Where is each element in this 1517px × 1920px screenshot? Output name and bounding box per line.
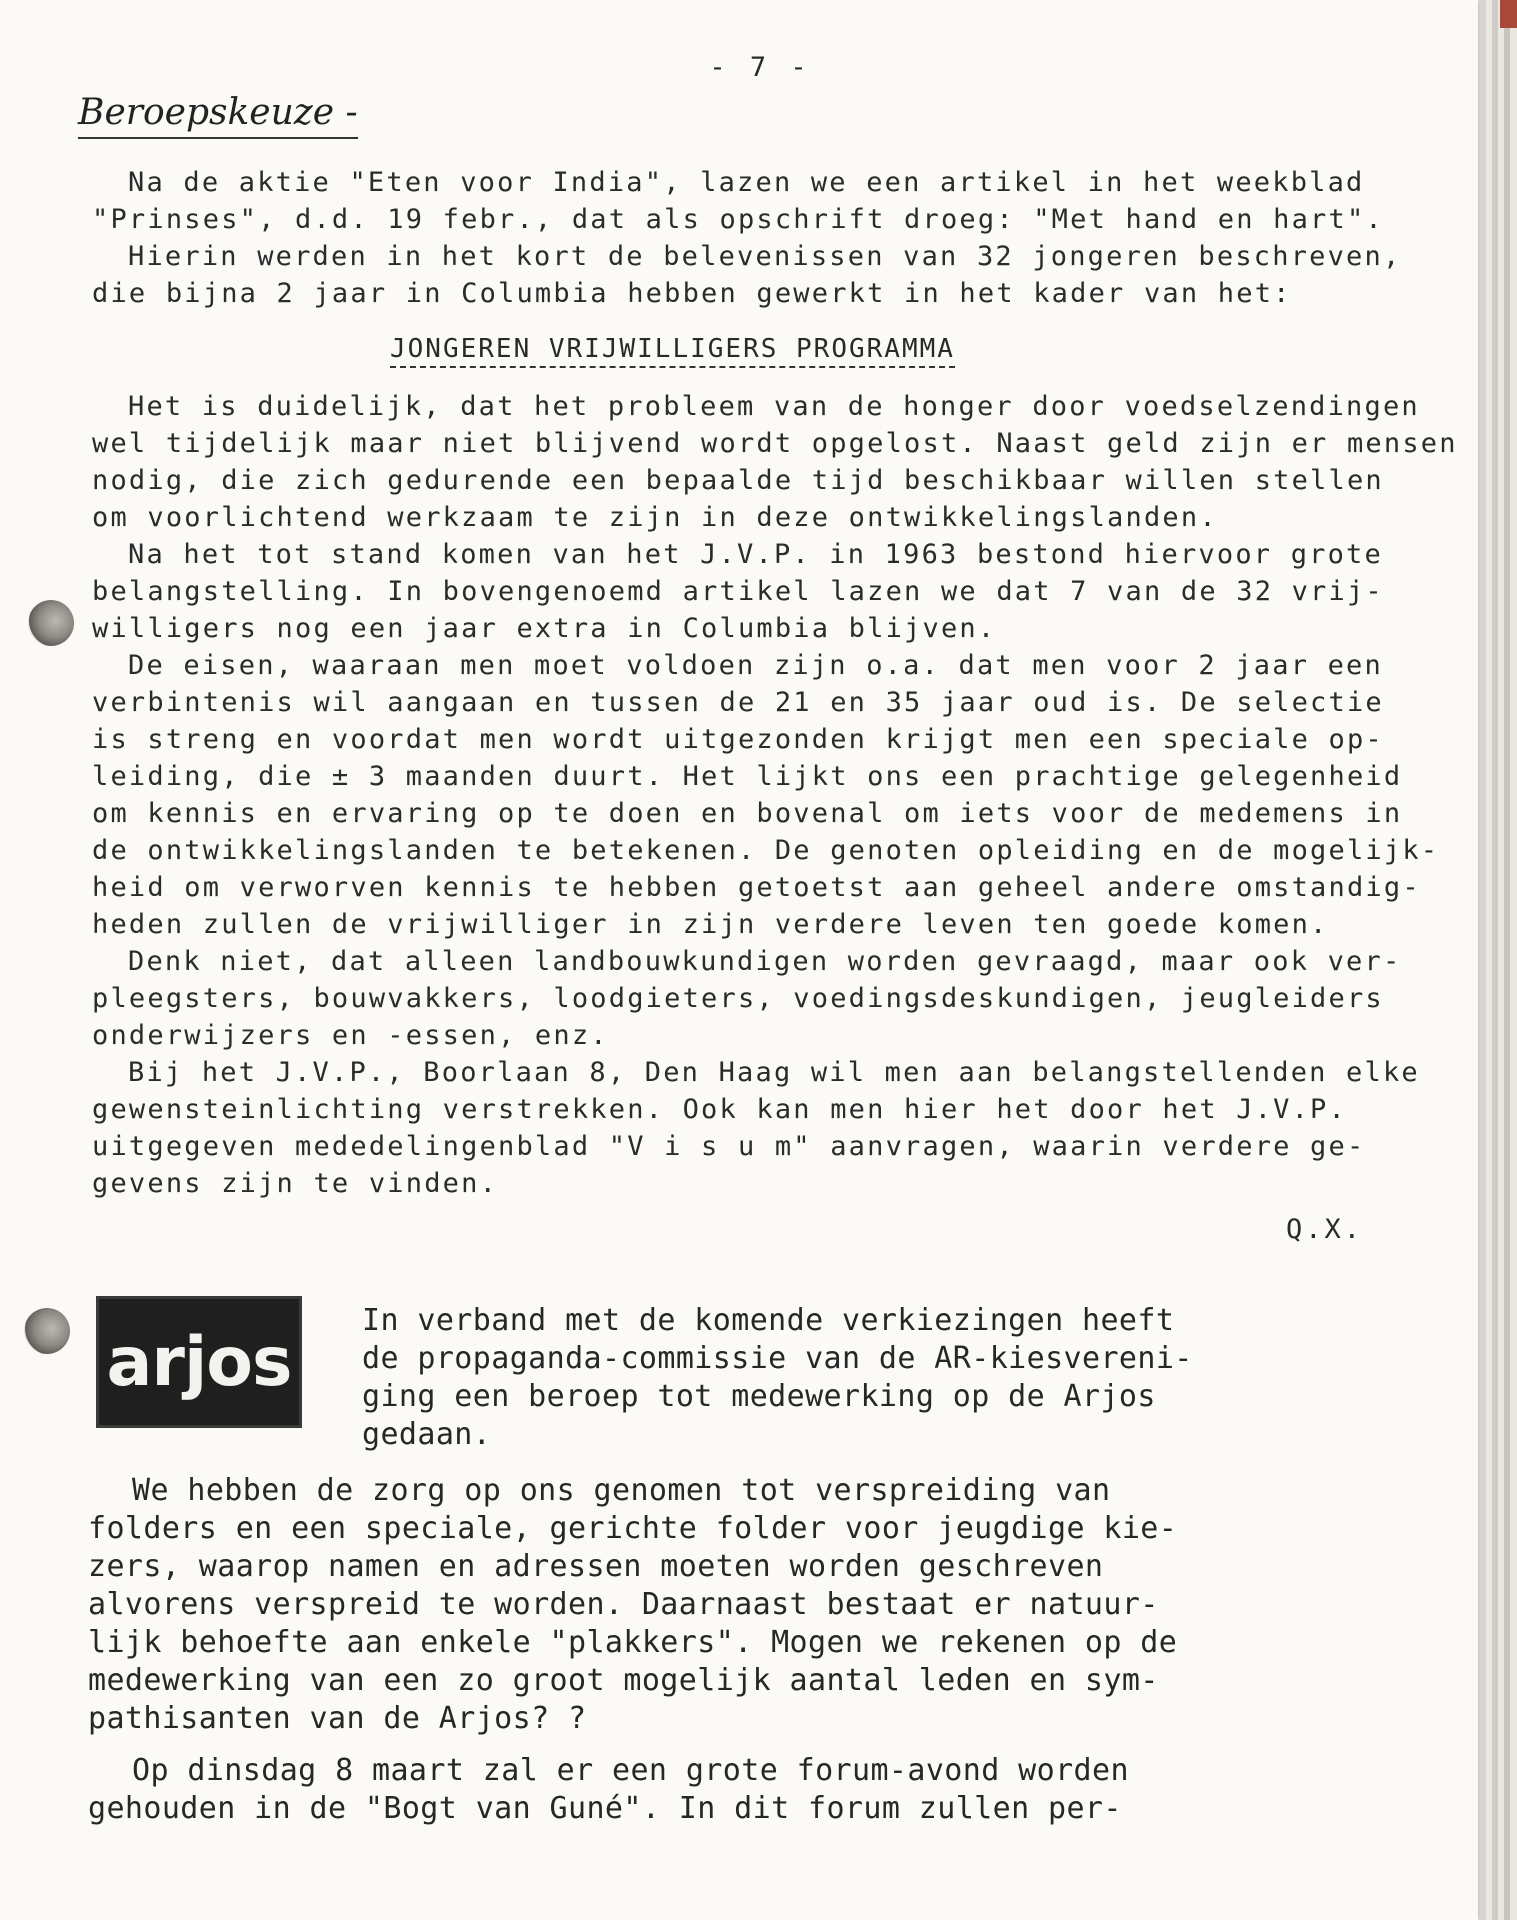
binder-tab <box>1500 0 1517 28</box>
body-line: heid om verworven kennis te hebben getoetst aan geheel andere omstandig- <box>92 872 1421 903</box>
intro-line: die bijna 2 jaar in Columbia hebben gewerkt in het kader van het: <box>92 278 1292 309</box>
arjos-intro-line: In verband met de komende verkiezingen heeft <box>362 1303 1175 1338</box>
body-line: Na het tot stand komen van het J.V.P. in 1963 bestond hiervoor grote <box>128 539 1383 570</box>
page-stack-edge <box>1480 0 1486 1920</box>
arjos-body-line: medewerking van een zo groot mogelijk aantal leden en sym- <box>88 1663 1159 1698</box>
forum-line: Op dinsdag 8 maart zal er een grote forum-avond worden <box>132 1753 1129 1788</box>
section-heading <box>78 92 358 133</box>
body-line: Denk niet, dat alleen landbouwkundigen worden gevraagd, maar ook ver- <box>128 946 1402 977</box>
body-line: de ontwikkelingslanden te betekenen. De genoten opleiding en de mogelijk- <box>92 835 1440 866</box>
page-number: - 7 - <box>709 52 811 83</box>
body-line: heden zullen de vrijwilliger in zijn verdere leven ten goede komen. <box>92 909 1329 940</box>
body-line: verbintenis wil aangaan en tussen de 21 en 35 jaar oud is. De selectie <box>92 687 1384 718</box>
body-line: gevens zijn te vinden. <box>92 1168 499 1199</box>
arjos-intro-line: de propaganda-commissie van de AR-kiesvereni- <box>362 1341 1193 1376</box>
arjos-body-line: alvorens verspreid te worden. Daarnaast bestaat er natuur- <box>88 1587 1159 1622</box>
page-stack-edge <box>1492 0 1498 1920</box>
arjos-body-line: folders en een speciale, gerichte folder voor jeugdige kie- <box>88 1511 1178 1546</box>
arjos-intro-line: gedaan. <box>362 1417 492 1452</box>
body-line: is streng en voordat men wordt uitgezonden krijgt men een speciale op- <box>92 724 1384 755</box>
arjos-logo-text: arjos <box>106 1322 292 1402</box>
body-line: uitgegeven mededelingenblad "V i s u m" aanvragen, waarin verdere ge- <box>92 1131 1366 1162</box>
body-line: De eisen, waaraan men moet voldoen zijn o.a. dat men voor 2 jaar een <box>128 650 1383 681</box>
intro-line: "Prinses", d.d. 19 febr., dat als opschrift droeg: "Met hand en hart". <box>92 204 1384 235</box>
body-line: pleegsters, bouwvakkers, loodgieters, voedingsdeskundigen, jeugleiders <box>92 983 1384 1014</box>
arjos-logo <box>96 1296 302 1428</box>
author-initials: Q.X. <box>1286 1214 1364 1245</box>
body-line: onderwijzers en -essen, enz. <box>92 1020 609 1051</box>
body-line: Het is duidelijk, dat het probleem van de honger door voedselzendingen <box>128 391 1420 422</box>
intro-line: Na de aktie "Eten voor India", lazen we een artikel in het weekblad <box>128 167 1365 198</box>
body-line: willigers nog een jaar extra in Columbia blijven. <box>92 613 997 644</box>
arjos-intro-line: ging een beroep tot medewerking op de Arjos <box>362 1379 1156 1414</box>
body-line: wel tijdelijk maar niet blijvend wordt opgelost. Naast geld zijn er mensen <box>92 428 1458 459</box>
body-line: belangstelling. In bovengenoemd artikel lazen we dat 7 van de 32 vrij- <box>92 576 1384 607</box>
punch-hole <box>28 600 74 646</box>
body-line: om voorlichtend werkzaam te zijn in deze ontwikkelingslanden. <box>92 502 1218 533</box>
section-heading-text: Beroepskeuze - <box>78 92 358 139</box>
body-line: Bij het J.V.P., Boorlaan 8, Den Haag wil men aan belangstellenden elke <box>128 1057 1420 1088</box>
page-stack-edge <box>1504 0 1510 1920</box>
body-line: gewensteinlichting verstrekken. Ook kan men hier het door het J.V.P. <box>92 1094 1347 1125</box>
arjos-body-line: lijk behoefte aan enkele "plakkers". Mogen we rekenen op de <box>88 1625 1178 1660</box>
intro-line: Hierin werden in het kort de belevenissen van 32 jongeren beschreven, <box>128 241 1402 272</box>
punch-hole <box>24 1308 70 1354</box>
program-title: JONGEREN VRIJWILLIGERS PROGRAMMA <box>390 334 955 368</box>
arjos-body-line: pathisanten van de Arjos? ? <box>88 1701 587 1736</box>
forum-line: gehouden in de "Bogt van Guné". In dit forum zullen per- <box>88 1791 1122 1826</box>
arjos-body-line: zers, waarop namen en adressen moeten worden geschreven <box>88 1549 1104 1584</box>
body-line: nodig, die zich gedurende een bepaalde tijd beschikbaar willen stellen <box>92 465 1384 496</box>
body-line: leiding, die ± 3 maanden duurt. Het lijkt ons een prachtige gelegenheid <box>92 761 1403 792</box>
arjos-body-line: We hebben de zorg op ons genomen tot verspreiding van <box>132 1473 1111 1508</box>
body-line: om kennis en ervaring op te doen en bovenal om iets voor de medemens in <box>92 798 1403 829</box>
